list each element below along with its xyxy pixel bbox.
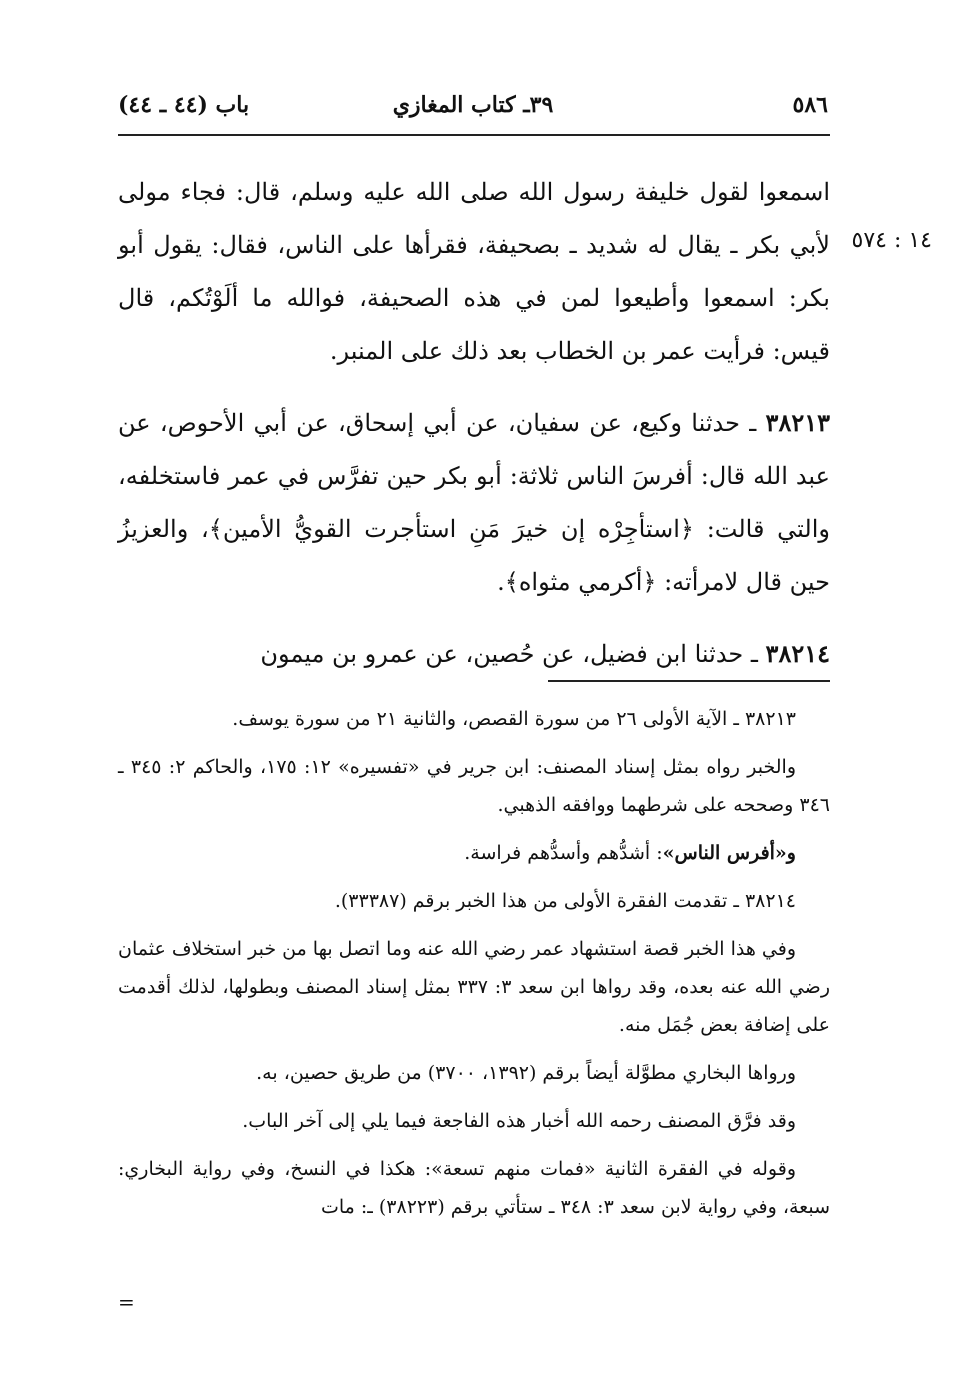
margin-reference: ١٤ : ٥٧٤ (851, 228, 932, 253)
footnote: ورواها البخاري مطوَّلة أيضاً برقم (١٣٩٢، ٣٧٠٠) من طريق حصين، به. (256, 1062, 796, 1084)
footnote (118, 834, 830, 872)
running-header (118, 90, 828, 130)
hadith-text: ـ حدثنا ابن فضيل، عن حُصين، عن عمرو بن ميمون (260, 640, 766, 668)
hadith-38214 (118, 627, 830, 681)
footnote-term: و«أفرس الناس» (662, 842, 796, 864)
footnote-definition: : أشدُّهم وأسدُّهم فراسة. (464, 842, 663, 864)
footnote: وقوله في الفقرة الثانية «فمات منهم تسعة»: هكذا في النسخ، وفي رواية البخاري: سبعة، وفي رواية لابن سعد ٣: ٣٤٨ ـ ستأتي برقم (٣٨٢٢٣) ـ: مات (118, 1158, 830, 1218)
continuation-mark: = (118, 1290, 135, 1314)
footnote: ٣٨٢١٣ ـ الآية الأولى ٢٦ من سورة القصص، والثانية ٢١ من سورة يوسف. (232, 708, 796, 730)
chapter-label: باب (٤٤ ـ ٤٤) (118, 92, 250, 118)
page-number: ٥٨٦ (792, 92, 828, 118)
footnote: وفي هذا الخبر قصة استشهاد عمر رضي الله عنه وما اتصل بها من خبر استخلاف عثمان رضي الله عنه بعده، وقد رواها ابن سعد ٣: ٣٣٧ بمثل إسناد المصنف وبطولها، لذلك أقدمت على إضافة بعض جُمَل منه. (118, 938, 830, 1036)
footnote: ٣٨٢١٤ ـ تقدمت الفقرة الأولى من هذا الخبر برقم (٣٣٣٨٧). (334, 890, 796, 912)
footnotes (118, 700, 830, 1236)
book-title: ٣٩ـ كتاب المغازي (392, 92, 554, 118)
hadith-number: ٣٨٢١٤ (765, 639, 830, 668)
hadith-text: ـ حدثنا وكيع، عن سفيان، عن أبي إسحاق، عن أبي الأحوص، عن عبد الله قال: أفرسَ الناس ثلاثة: أبو بكر حين تفرَّس في عمر فاستخلفه، والتي قالت: ﴿استأجِرْه إن خيرَ مَنِ استأجرت القويُّ الأمين﴾، والعزيزُ حين قال لامرأته: ﴿أكرمي مثواه﴾. (118, 409, 830, 596)
hadith-38213 (118, 396, 830, 609)
footnote-rule (548, 680, 830, 682)
footnote: وقد فرَّق المصنف رحمه الله أخبار هذه الفاجعة فيما يلي إلى آخر الباب. (242, 1110, 796, 1132)
footnote: والخبر رواه بمثل إسناد المصنف: ابن جرير في «تفسيره» ١٢: ١٧٥، والحاكم ٢: ٣٤٥ ـ ٣٤٦ وصححه على شرطهما ووافقه الذهبي. (118, 756, 830, 816)
paragraph-continuation: اسمعوا لقول خليفة رسول الله صلى الله عليه وسلم، قال: فجاء مولى لأبي بكر ـ يقال له شديد ـ بصحيفة، فقرأها على الناس، فقال: يقول أبو بكر: اسمعوا وأطيعوا لمن في هذه الصحيفة، فوالله ما ألَوْتُكم، قال قيس: فرأيت عمر بن الخطاب بعد ذلك على المنبر. (118, 178, 830, 365)
header-rule (118, 134, 830, 136)
main-text (118, 166, 830, 699)
hadith-number: ٣٨٢١٣ (765, 408, 830, 437)
